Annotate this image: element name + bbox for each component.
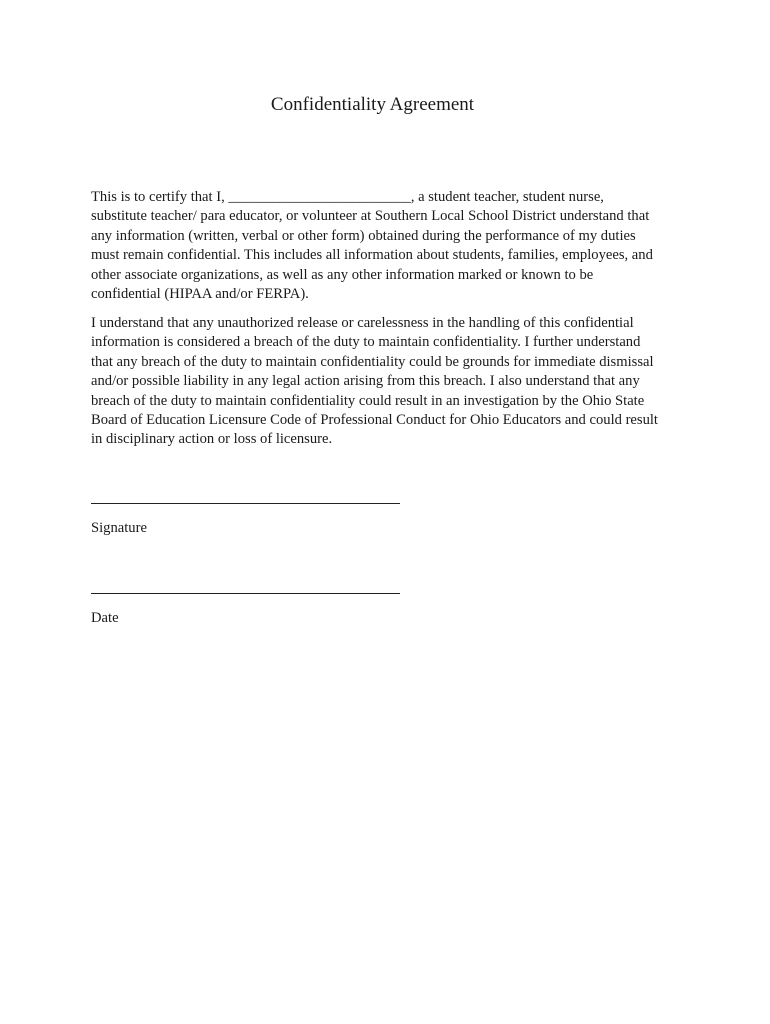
date-line[interactable] [91, 593, 400, 594]
paragraph-line: in disciplinary action or loss of licensure. [91, 431, 333, 448]
paragraph-line: that any breach of the duty to maintain confidentiality could be grounds for immediate dismissal [91, 353, 654, 370]
certification-paragraph [91, 188, 691, 304]
breach-paragraph [91, 314, 691, 450]
paragraph-line: information is considered a breach of the duty to maintain confidentiality. I further understand [91, 334, 641, 351]
paragraph-line: confidential (HIPAA and/or FERPA). [91, 286, 309, 303]
paragraph-line: must remain confidential. This includes all information about students, families, employees, and [91, 247, 653, 264]
document-title: Confidentiality Agreement [270, 94, 475, 115]
paragraph-line: any information (written, verbal or other form) obtained during the performance of my duties [91, 227, 636, 244]
signature-line[interactable] [91, 503, 400, 504]
signature-label: Signature [91, 520, 147, 536]
paragraph-line: This is to certify that I, _________________________, a student teacher, student nurse, [91, 189, 604, 205]
paragraph-line: and/or possible liability in any legal action arising from this breach. I also understand that any [91, 373, 640, 390]
paragraph-line: breach of the duty to maintain confidentiality could result in an investigation by the Ohio State [91, 392, 645, 409]
paragraph-line: substitute teacher/ para educator, or volunteer at Southern Local School District understand that [91, 208, 650, 225]
paragraph-line: Board of Education Licensure Code of Professional Conduct for Ohio Educators and could result [91, 412, 658, 429]
paragraph-line: other associate organizations, as well as any other information marked or known to be [91, 266, 594, 283]
date-label: Date [91, 610, 119, 626]
paragraph-line: I understand that any unauthorized release or carelessness in the handling of this confidential [91, 315, 634, 331]
